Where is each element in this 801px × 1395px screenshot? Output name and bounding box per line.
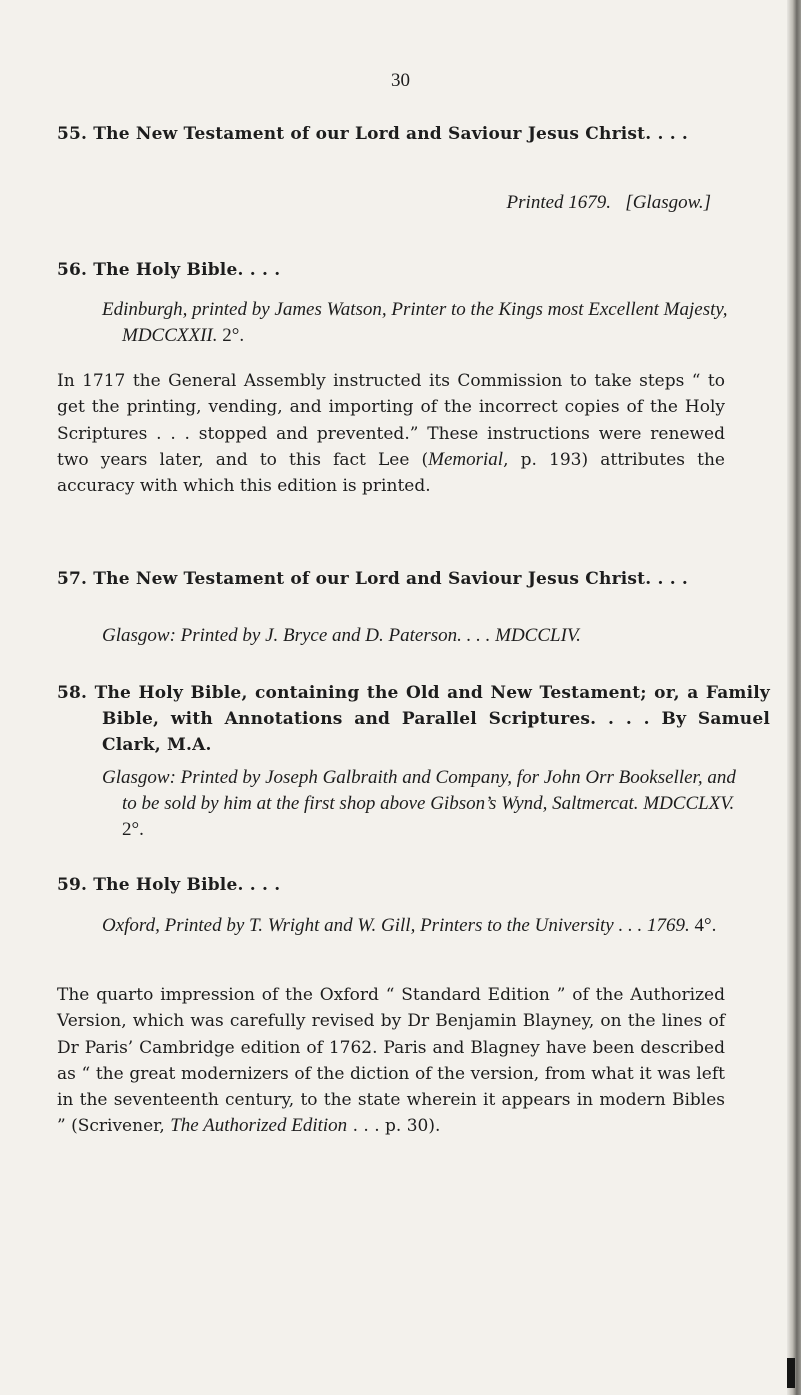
page-edge-shadow xyxy=(787,0,801,1395)
entry-55-imprint-place: [Glasgow.] xyxy=(625,192,711,213)
page-number: 30 xyxy=(391,70,410,91)
entry-56-note xyxy=(57,368,725,499)
entry-58-imprint-text: Glasgow: Printed by Joseph Galbraith and Company, for John Orr Bookseller, and to be sold by him at the first shop above Gibson’s Wynd, Saltmercat. MDCCLXV. xyxy=(102,767,736,814)
entry-55-title: 55. The New Testament of our Lord and Saviour Jesus Christ. . . . xyxy=(57,124,689,144)
entry-56-note-italic: Memorial xyxy=(428,448,504,470)
entry-59-title: 59. The Holy Bible. . . . xyxy=(57,875,281,895)
entry-56-note-part1: In 1717 the General Assembly instructed its Commission to take steps “ to get the printing, vending, and importing of the incorrect copies of the Holy Scriptures . . . stopped and prevented.” These instructions were renewed two years later, and to this fact Lee ( xyxy=(57,371,725,470)
entry-56-imprint-text: Edinburgh, printed by James Watson, Printer to the Kings most Excellent Majesty, MDCCXXII. xyxy=(102,299,728,346)
entry-59-format: 4°. xyxy=(694,915,717,936)
entry-59-imprint-text: Oxford, Printed by T. Wright and W. Gill, Printers to the University . . . 1769. xyxy=(102,915,690,936)
page-edge-mark xyxy=(787,1358,795,1388)
entry-59-note-italic: The Authorized Edition xyxy=(170,1115,348,1137)
entry-57-imprint: Glasgow: Printed by J. Bryce and D. Paterson. . . . MDCCLIV. xyxy=(102,625,581,646)
entry-56-note-part2: , p. 193) attributes the accuracy with which this edition is printed. xyxy=(57,449,725,497)
entry-59-imprint xyxy=(102,913,745,939)
entry-59-note-part2: . . . p. 30). xyxy=(347,1116,441,1137)
entry-56-title: 56. The Holy Bible. . . . xyxy=(57,260,281,280)
entry-57-title: 57. The New Testament of our Lord and Saviour Jesus Christ. . . . xyxy=(57,569,689,589)
entry-58-format: 2°. xyxy=(122,819,144,840)
entry-58-imprint xyxy=(102,765,745,843)
entry-55-imprint-text: Printed 1679. xyxy=(506,192,612,213)
entry-58-title: 58. The Holy Bible, containing the Old and New Testament; or, a Family Bible, with Annotations and Parallel Scriptures. . . . By Samuel Clark, M.A. xyxy=(57,683,770,755)
entry-56-imprint xyxy=(102,297,745,349)
entry-59-note xyxy=(57,982,725,1140)
entry-56-format: 2°. xyxy=(222,325,245,346)
entry-55-imprint xyxy=(57,190,725,216)
entry-59-note-part1: The quarto impression of the Oxford “ Standard Edition ” of the Authorized Version, which was carefully revised by Dr Benjamin Blayney, on the lines of Dr Paris’ Cambridge edition of 1762. Paris and Blagney have been described as “ the great modernizers of the diction of the version, from what it was left in the seventeenth century, to the state wherein it appears in modern Bibles ” (Scrivener, xyxy=(57,985,725,1137)
